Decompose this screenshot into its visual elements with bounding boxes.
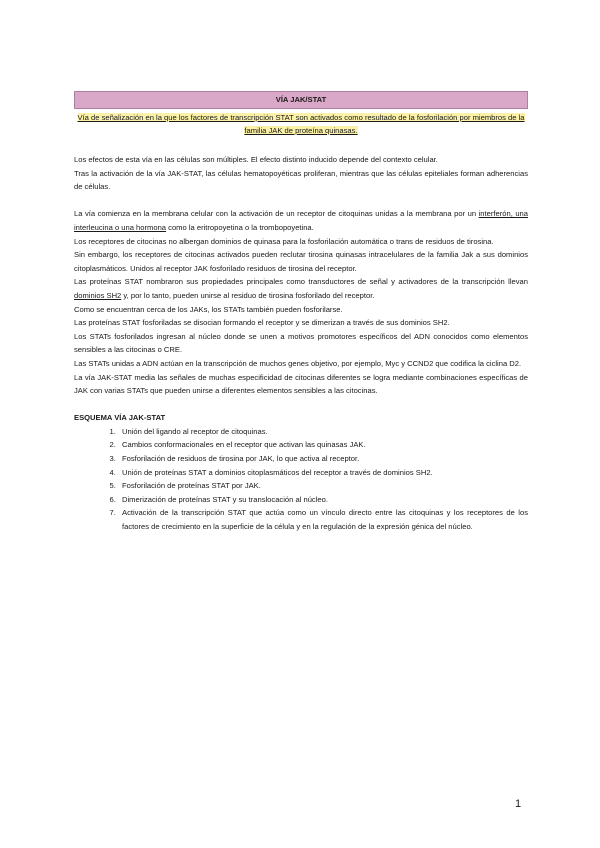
body-paragraph-2: Los receptores de citocinas no albergan dominios de quinasa para la fosforilación automática o trans de residuos de tirosina. bbox=[74, 236, 494, 246]
scheme-title: ESQUEMA VÍA JAK-STAT bbox=[74, 413, 166, 423]
body-paragraph-7: Los STATs fosforilados ingresan al núcleo donde se unen a motivos promotores específicos del ADN conocidos como elementos sensibles a las citocinas o CRE. bbox=[74, 331, 528, 355]
document-subtitle bbox=[74, 111, 528, 137]
body-paragraph-4 bbox=[74, 275, 528, 302]
body-paragraph-9: La vía JAK-STAT media las señales de muchas especificidad de citocinas diferentes se logra mediante combinaciones específicas de JAK con varias STATs que pueden unirse a diferentes elementos sensibles a las citocinas. bbox=[74, 372, 528, 396]
body-paragraph-5: Como se encuentran cerca de los JAKs, los STATs también pueden fosforilarse. bbox=[74, 304, 343, 314]
document-body bbox=[74, 153, 528, 534]
subtitle-highlight: Vía de señalización en la que los factores de transcripción STAT son activados como resultado de la fosforilación por miembros de la familia JAK de proteína quinasas. bbox=[77, 113, 525, 135]
scheme-item: 3. Fosforilación de residuos de tirosina por JAK, lo que activa al receptor. bbox=[118, 452, 528, 466]
scheme-item: 6. Dimerización de proteínas STAT y su translocación al núcleo. bbox=[118, 493, 528, 507]
body-paragraph-8: Las STATs unidas a ADN actúan en la transcripción de muchos genes objetivo, por ejemplo, Myc y CCND2 que codifica la ciclina D2. bbox=[74, 358, 522, 368]
scheme-item: 1. Unión del ligando al receptor de citoquinas. bbox=[118, 425, 528, 439]
scheme-item: 5. Fosforilación de proteínas STAT por JAK. bbox=[118, 479, 528, 493]
p1-text-end: como la eritropoyetina o la trombopoyetina. bbox=[166, 222, 314, 232]
body-paragraph-6: Las proteínas STAT fosforiladas se disocian formando el receptor y se dimerizan a través de sus dominios SH2. bbox=[74, 318, 450, 328]
intro-paragraph-1: Los efectos de esta vía en las células son múltiples. El efecto distinto inducido depende del contexto celular. bbox=[74, 155, 438, 164]
p4-text-end: y, por lo tanto, pueden unirse al residuo de tirosina fosforilado del receptor. bbox=[121, 290, 375, 300]
scheme-item: 7. Activación de la transcripción STAT que actúa como un vínculo directo entre las citoquinas y los receptores de los factores de crecimiento en la superficie de la célula y en la regulación de la expresión génica del núcleo. bbox=[118, 506, 528, 533]
intro-paragraph-2: Tras la activación de la vía JAK-STAT, las células hematopoyéticas proliferan, mientras que las células epiteliales forman adherencias de células. bbox=[74, 168, 528, 192]
body-paragraph-1 bbox=[74, 207, 528, 234]
document-title: VÍA JAK/STAT bbox=[74, 91, 528, 109]
page-number: 1 bbox=[515, 798, 522, 810]
scheme-list bbox=[74, 425, 528, 534]
scheme-item: 2. Cambios conformacionales en el receptor que activan las quinasas JAK. bbox=[118, 438, 528, 452]
p1-text-start: La vía comienza en la membrana celular con la activación de un receptor de citoquinas unidas a la membrana por un bbox=[74, 209, 479, 219]
p1-underlined-text: interferón, una interleucina o una hormona bbox=[74, 209, 528, 232]
body-paragraph-3: Sin embargo, los receptores de citocinas activados pueden reclutar tirosina quinasas intracelulares de la familia Jak a sus dominios citoplasmáticos. Unidos al receptor JAK fosforilado residuos de tirosina del receptor. bbox=[74, 250, 528, 273]
scheme-item: 4. Unión de proteínas STAT a dominios citoplasmáticos del receptor a través de dominios SH2. bbox=[118, 466, 528, 480]
p4-text-start: Las proteínas STAT nombraron sus propiedades principales como transductores de señal y activadores de la transcripción llevan bbox=[74, 277, 528, 287]
p4-underlined-text: dominios SH2 bbox=[74, 290, 122, 300]
